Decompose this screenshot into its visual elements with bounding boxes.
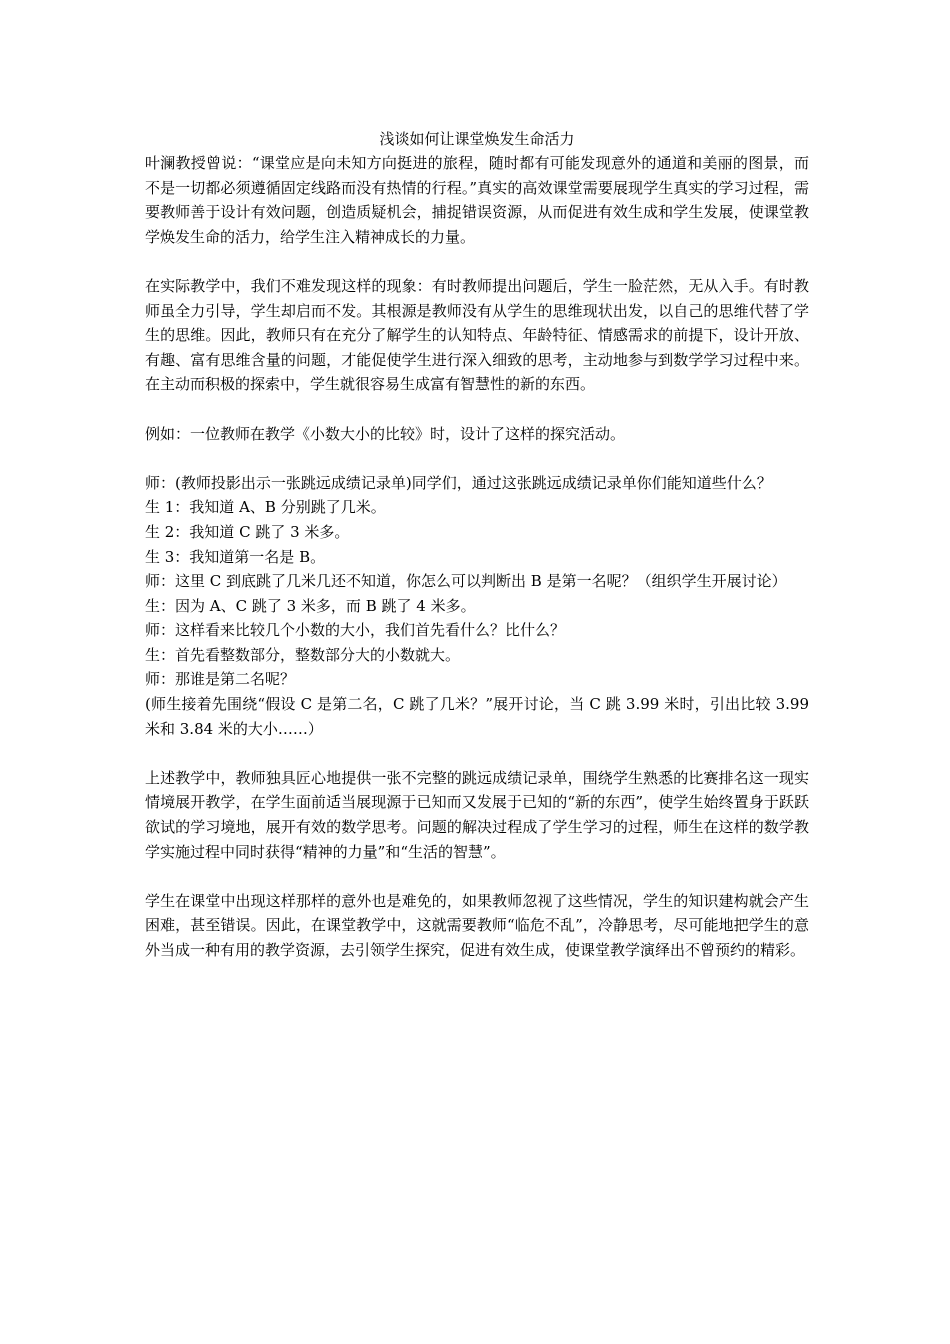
paragraph-intro: 叶澜教授曾说：“课堂应是向未知方向挺进的旅程，随时都有可能发现意外的通道和美丽的图景，而不是一切都必须遵循固定线路而没有热情的行程。”真实的高效课堂需要展现学生真实的学习过程，需要教师善于设计有效问题，创造质疑机会，捕捉错误资源，从而促进有效生成和学生发展，使课堂教学焕发生命的活力，给学生注入精神成长的力量。 [145, 154, 809, 246]
dialogue-line: 生：因为 A、C 跳了 3 米多，而 B 跳了 4 米多。 [145, 596, 476, 615]
dialogue-line: 师：这样看来比较几个小数的大小，我们首先看什么？比什么？ [145, 621, 566, 640]
dialogue-line: 生：首先看整数部分，整数部分大的小数就大。 [145, 645, 461, 664]
paragraph-gap [145, 864, 809, 889]
paragraph-analysis: 上述教学中，教师独具匠心地提供一张不完整的跳远成绩记录单，围绕学生熟悉的比赛排名这一现实情境展开教学，在学生面前适当展现源于已知而又发展于已知的“新的东西”，使学生始终置身于跃跃欲试的学习境地，展开有效的数学思考。问题的解决过程成了学生学习的过程，师生在这样的数学教学实施过程中同时获得“精神的力量”和“生活的智慧”。 [145, 768, 809, 861]
dialogue-line: (师生接着先围绕“假设 C 是第二名，C 跳了几米？”展开讨论，当 C 跳 3.99 米时，引出比较 3.99 米和 3.84 米的大小……） [145, 695, 809, 738]
dialogue-line: 生 1：我知道 A、B 分别跳了几米。 [145, 498, 386, 517]
dialogue-line: 师：(教师投影出示一张跳远成绩记录单)同学们，通过这张跳远成绩记录单你们能知道些什么？ [145, 473, 772, 492]
document-page [145, 127, 809, 963]
dialogue-line: 师：那谁是第二名呢？ [145, 670, 296, 689]
paragraph-conclusion: 学生在课堂中出现这样那样的意外也是难免的，如果教师忽视了这些情况，学生的知识建构就会产生困难，甚至错误。因此，在课堂教学中，这就需要教师“临危不乱”，冷静思考，尽可能地把学生的意外当成一种有用的教学资源，去引领学生探究，促进有效生成，使课堂教学演绎出不曾预约的精彩。 [145, 891, 809, 959]
dialogue-line: 生 2：我知道 C 跳了 3 米多。 [145, 522, 350, 541]
paragraph-gap [145, 741, 809, 766]
dialogue-block [145, 471, 809, 742]
dialogue-line: 师：这里 C 到底跳了几米几还不知道，你怎么可以判断出 B 是第一名呢？（组织学生开展讨论） [145, 572, 787, 591]
paragraph-example-intro: 例如：一位教师在教学《小数大小的比较》时，设计了这样的探究活动。 [145, 424, 626, 443]
dialogue-line: 生 3：我知道第一名是 B。 [145, 547, 326, 566]
document-title: 浅谈如何让课堂焕发生命活力 [379, 130, 575, 148]
paragraph-gap [145, 446, 809, 471]
paragraph-gap [145, 397, 809, 422]
paragraph-phenomenon: 在实际教学中，我们不难发现这样的现象：有时教师提出问题后，学生一脸茫然，无从入手。有时教师虽全力引导，学生却启而不发。其根源是教师没有从学生的思维现状出发，以自己的思维代替了学生的思维。因此，教师只有在充分了解学生的认知特点、年龄特征、情感需求的前提下，设计开放、有趣、富有思维含量的问题，才能促使学生进行深入细致的思考，主动地参与到数学学习过程中来。在主动而积极的探索中，学生就很容易生成富有智慧性的新的东西。 [145, 276, 809, 394]
paragraph-gap [145, 249, 809, 274]
